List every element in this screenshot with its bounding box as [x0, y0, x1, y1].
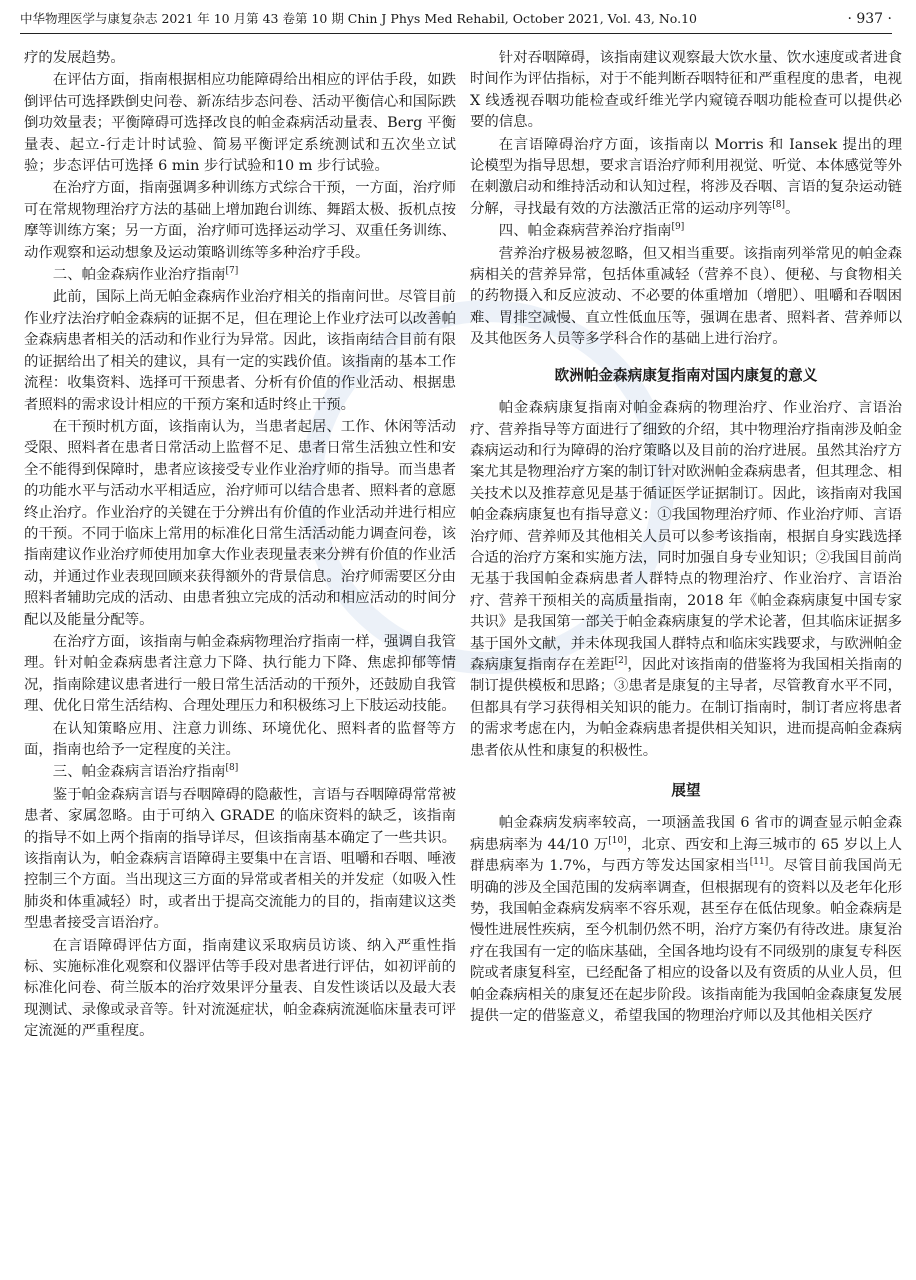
section-heading: 欧洲帕金森病康复指南对国内康复的意义: [554, 366, 818, 384]
subsection-heading: [470, 221, 902, 242]
section-heading: 展望: [671, 782, 701, 799]
right-column: [470, 48, 902, 1028]
paragraph: [470, 135, 902, 221]
page-header: [20, 8, 892, 30]
paragraph-text: 。: [784, 200, 800, 217]
paragraph-text: ，因此对该指南的借鉴将为我国相关指南的制订提供模板和思路；③患者是康复的主导者，尽管教育水平不同，但都具有学习获得相关知识的能力。在制订指南时，制订者应将患者的需求考虑在内，为帕金森病患者提供相关知识，进而提高帕金森病患者依从性和康复的积极性。: [470, 656, 902, 759]
paragraph: [470, 398, 902, 762]
paragraph-text: 帕金森病康复指南对帕金森病的物理治疗、作业治疗、言语治疗、营养指导等方面进行了细致的介绍，其中物理治疗指南涉及帕金森病运动和行为障碍的治疗策略以及目前的治疗进展。虽然其治疗方案尤其是物理治疗方案的制订针对欧洲帕金森病患者，但其理念、相关技术以及推荐意见是基于循证医学证据制订。因此，该指南对我国帕金森病康复也有指导意义：①我国物理治疗师、作业治疗师、言语治疗师、营养师及其他相关人员可以参考该指南，根据自身实践选择合适的治疗方案和实施方法，同时加强自身专业知识；②我国目前尚无基于我国帕金森病患者人群特点的物理治疗、作业治疗、言语治疗、营养干预相关的高质量指南，2018 年《帕金森病康复中国专家共识》是我国第一部关于帕金森病康复的学术论著，但其临床证据多基于国外文献，并未体现我国人群特点和临床实践要求，与欧洲帕金森病康复指南存在差距: [470, 400, 902, 673]
paragraph: 在治疗方面，指南强调多种训练方式综合干预，一方面，治疗师可在常规物理治疗方法的基础上增加跑台训练、舞蹈太极、扳机点按摩等训练方案；另一方面，治疗师可选择运动学习、双重任务训练、动作观察和运动想象及运动策略训练等多种治疗手段。: [24, 180, 456, 261]
paragraph-text: ，北京、西安和上海三城市的 65 岁以上人群患病率为 1.7%，与西方等发达国家相当: [470, 836, 902, 875]
subsection-heading: [24, 265, 456, 286]
paragraph: 此前，国际上尚无帕金森病作业治疗相关的指南问世。尽管目前作业疗法治疗帕金森病的证据不足，但在理论上作业疗法可以改善帕金森病患者相关的活动和作业行为异常。因此，该指南结合目前有限的证据给出了相关的建议，具有一定的实践价值。该指南的基本工作流程：收集资料、选择可干预患者、分析有价值的作业活动、根据患者照料的需求设计相应的干预方案和适时终止干预。: [24, 289, 456, 413]
paragraph: 鉴于帕金森病言语与吞咽障碍的隐蔽性，言语与吞咽障碍常常被患者、家属忽略。由于可纳入 GRADE 的临床资料的缺乏，该指南的指导不如上两个指南的指导详尽，但该指南基本确定了一些共识。该指南认为，帕金森病言语障碍主要集中在言语、咀嚼和吞咽、唾液控制三个方面。当出现这三方面的异常或者相关的并发症（如吸入性肺炎和体重减轻）时，或者出于提高交流能力的目的，指南建议这类型患者接受言语治疗。: [24, 786, 456, 932]
citation: [7]: [225, 266, 239, 277]
paragraph: 在言语障碍评估方面，指南建议采取病员访谈、纳入严重性指标、实施标准化观察和仪器评估等手段对患者进行评估，如初评前的标准化问卷、荷兰版本的治疗效果评分量表、自发性谈话以及最大表现测试、录像或录音等。针对流涎症状，帕金森病流涎临床量表可评定流涎的严重程度。: [24, 937, 456, 1040]
citation: [9]: [671, 222, 685, 233]
citation: [10]: [608, 836, 627, 847]
paragraph: [470, 813, 902, 1027]
subsection-heading-text: 二、帕金森病作业治疗指南: [52, 267, 226, 284]
paragraph: 疗的发展趋势。: [24, 50, 125, 66]
paragraph: 营养治疗极易被忽略，但又相当重要。该指南列举常见的帕金森病相关的营养异常，包括体重减轻（营养不良）、便秘、与食物相关的药物摄入和反应波动、不必要的体重增加（增肥）、咀嚼和吞咽困难、胃排空减慢、直立性低血压等，强调在患者、照料者、营养师以及其他医务人员等多学科合作的基础上进行治疗。: [470, 245, 902, 348]
citation: [8]: [225, 763, 239, 774]
citation: [2]: [614, 656, 628, 667]
citation: [8]: [772, 200, 785, 211]
paragraph: 在干预时机方面，该指南认为，当患者起居、工作、休闲等活动受限、照料者在患者日常活动上监督不足、患者日常生活独立性和安全不能得到保障时，患者应该接受专业作业治疗师的指导。而当患者的功能水平与活动水平相适应，治疗师可以结合患者、照料者的意愿终止治疗。作业治疗的关键在于分辨出有价值的作业活动并进行相应的干预。不同于临床上常用的标准化日常生活活动能力调查问卷，该指南建议作业治疗师使用加拿大作业表现量表来分辨有价值的作业活动，并通过作业表现回顾来获得额外的背景信息。治疗师需要区分由照料者辅助完成的活动、由患者独立完成的活动和相应活动的时间分配以及能量分配等。: [24, 418, 456, 628]
subsection-heading: [24, 762, 456, 783]
header-rule: [20, 33, 892, 34]
paragraph-text: 在言语障碍治疗方面，该指南以 Morris 和 Iansek 提出的理论模型为指导思想，要求言语治疗师利用视觉、听觉、本体感觉等外在刺激启动和维持活动和认知过程，将涉及吞咽、言语的复杂运动链分解，寻找最有效的方法激活正常的运动序列等: [470, 136, 902, 217]
left-column: [24, 48, 456, 1044]
paragraph: 在评估方面，指南根据相应功能障碍给出相应的评估手段，如跌倒评估可选择跌倒史问卷、新冻结步态问卷、活动平衡信心和国际跌倒功效量表；平衡障碍可选择改良的帕金森病活动量表、Berg 平衡量表、起立-行走计时试验、简易平衡评定系统测试和五次坐立试验；步态评估可选择 6 min 步行试验和10 m 步行试验。: [24, 72, 456, 175]
paragraph-text: 。尽管目前我国尚无明确的涉及全国范围的发病率调查，但根据现有的资料以及老年化形势，我国帕金森病发病率不容乐观，甚至存在低估现象。帕金森病是慢性进展性疾病，至今机制仍然不明，治疗方案仍有待改进。康复治疗在我国有一定的临床基础，全国各地均设有不同级别的康复专科医院或者康复科室，已经配备了相应的设备以及有资质的从业人员，但帕金森病相关的康复还在起步阶段。该指南能为我国帕金森康复发展提供一定的借鉴意义，希望我国的物理治疗师以及其他相关医疗: [470, 858, 902, 1025]
paragraph: 在认知策略应用、注意力训练、环境优化、照料者的监督等方面，指南也给予一定程度的关注。: [24, 720, 456, 758]
paragraph: 针对吞咽障碍，该指南建议观察最大饮水量、饮水速度或者进食时间作为评估指标，对于不能判断吞咽特征和严重程度的患者，电视 X 线透视吞咽功能检查或纤维光学内窥镜吞咽功能检查可以提供必要的信息。: [470, 50, 902, 131]
subsection-heading-text: 三、帕金森病言语治疗指南: [52, 764, 226, 781]
paragraph: 在治疗方面，该指南与帕金森病物理治疗指南一样，强调自我管理。针对帕金森病患者注意力下降、执行能力下降、焦虑抑郁等情况，指南除建议患者进行一般日常生活活动的干预外，还鼓励自我管理、优化日常生活结构、合理处理压力和积极练习上下肢运动技能。: [24, 633, 456, 715]
paragraph-text: 帕金森病发病率较高，一项涵盖我国 6 省市的调查显示帕金森病患病率为 44/10 万: [470, 815, 902, 853]
citation: [11]: [749, 857, 769, 868]
subsection-heading-text: 四、帕金森病营养治疗指南: [498, 223, 672, 240]
running-title: 中华物理医学与康复杂志 2021 年 10 月第 43 卷第 10 期 Chin J Phys Med Rehabil, October 2021, Vol. 43, No.10: [20, 11, 697, 26]
page-number: · 937 ·: [847, 11, 892, 27]
